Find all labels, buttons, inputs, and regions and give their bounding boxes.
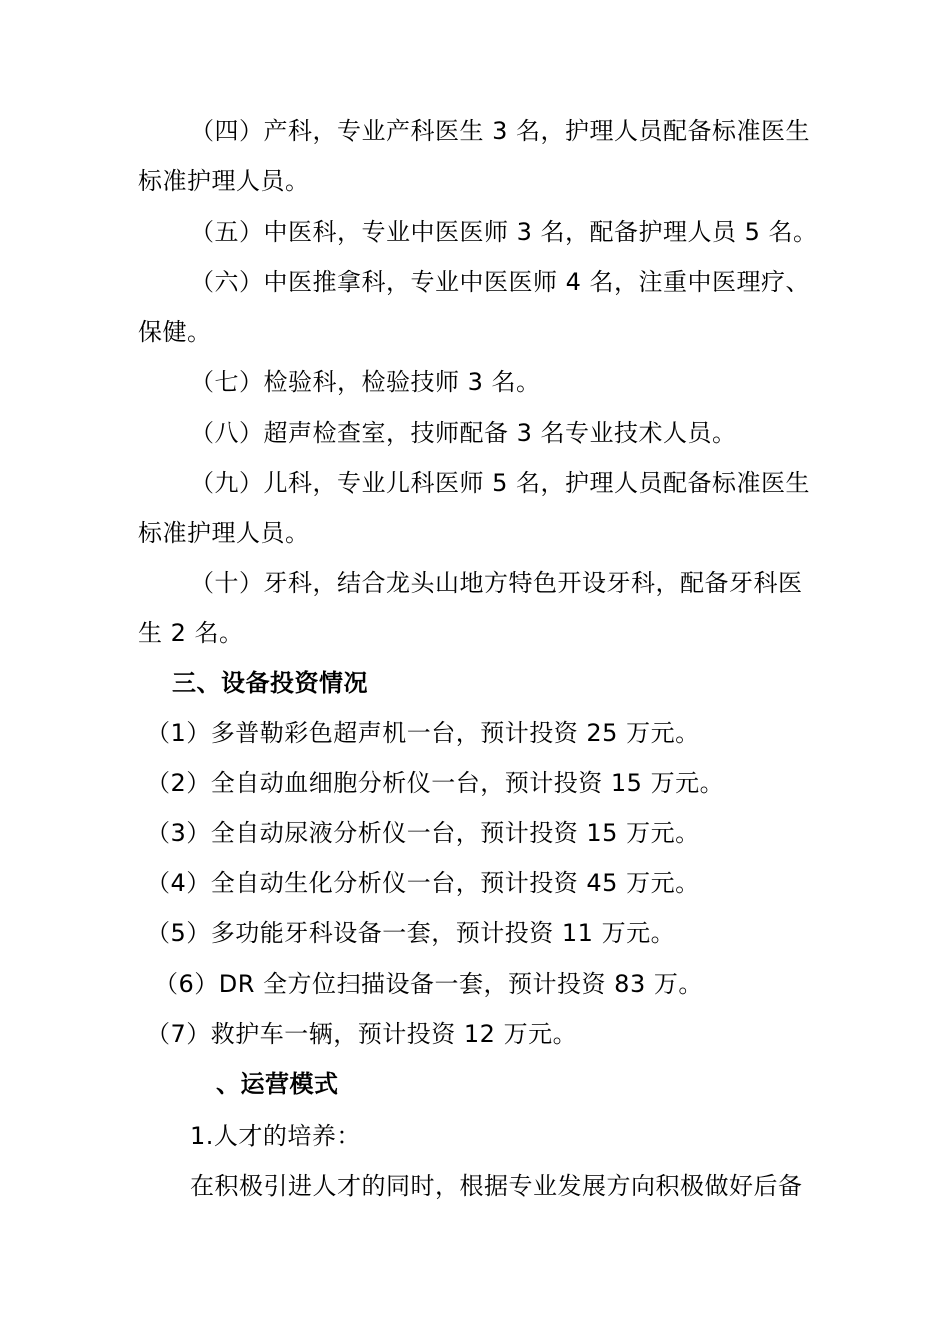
paragraph-tcm-massage-cont: 保健。 bbox=[138, 318, 212, 346]
equipment-item-6: （6）DR 全方位扫描设备一套，预计投资 83 万。 bbox=[154, 970, 703, 998]
paragraph-pediatrics-cont: 标准护理人员。 bbox=[138, 519, 310, 547]
subheading-talent: 1.人才的培养： bbox=[190, 1122, 361, 1150]
equipment-item-2: （2）全自动血细胞分析仪一台，预计投资 15 万元。 bbox=[146, 769, 725, 797]
paragraph-tcm: （五）中医科，专业中医医师 3 名，配备护理人员 5 名。 bbox=[190, 218, 818, 246]
paragraph-ultrasound: （八）超声检查室，技师配备 3 名专业技术人员。 bbox=[190, 419, 737, 447]
section-heading-equipment: 三、设备投资情况 bbox=[172, 669, 368, 697]
paragraph-pediatrics: （九）儿科，专业儿科医师 5 名，护理人员配备标准医生 bbox=[190, 469, 811, 497]
paragraph-talent: 在积极引进人才的同时，根据专业发展方向积极做好后备 bbox=[190, 1172, 803, 1200]
paragraph-tcm-massage: （六）中医推拿科，专业中医医师 4 名，注重中医理疗、 bbox=[190, 268, 811, 296]
equipment-item-3: （3）全自动尿液分析仪一台，预计投资 15 万元。 bbox=[146, 819, 700, 847]
equipment-item-5: （5）多功能牙科设备一套，预计投资 11 万元。 bbox=[146, 919, 676, 947]
paragraph-obstetrics: （四）产科，专业产科医生 3 名，护理人员配备标准医生 bbox=[190, 117, 811, 145]
paragraph-lab: （七）检验科，检验技师 3 名。 bbox=[190, 368, 541, 396]
section-heading-operation: 、运营模式 bbox=[216, 1070, 339, 1098]
paragraph-dental-cont: 生 2 名。 bbox=[138, 619, 244, 647]
paragraph-dental: （十）牙科，结合龙头山地方特色开设牙科，配备牙科医 bbox=[190, 569, 803, 597]
paragraph-obstetrics-cont: 标准护理人员。 bbox=[138, 167, 310, 195]
equipment-item-7: （7）救护车一辆，预计投资 12 万元。 bbox=[146, 1020, 578, 1048]
equipment-item-1: （1）多普勒彩色超声机一台，预计投资 25 万元。 bbox=[146, 719, 700, 747]
equipment-item-4: （4）全自动生化分析仪一台，预计投资 45 万元。 bbox=[146, 869, 700, 897]
